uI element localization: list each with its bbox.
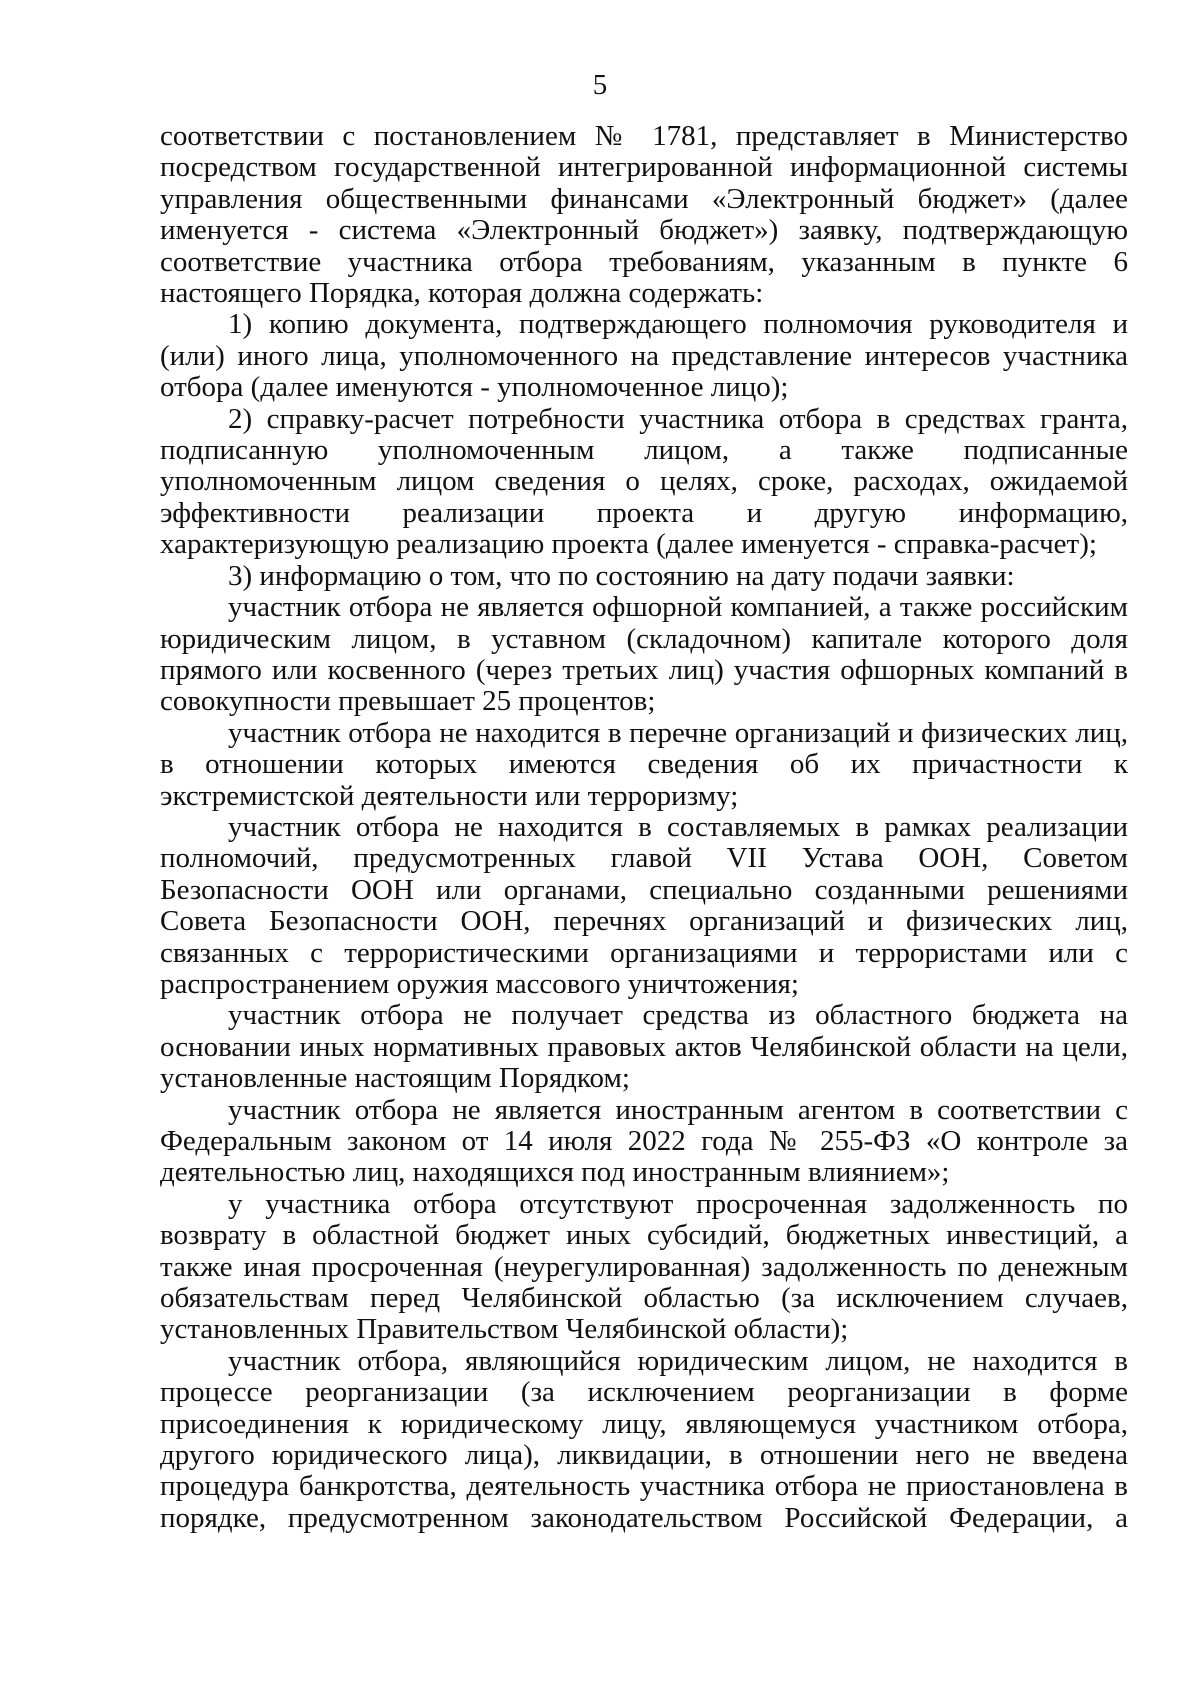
- document-body: [160, 121, 1128, 1534]
- paragraph-item-3: 3) информацию о том, что по состоянию на дату подачи заявки:: [228, 559, 1015, 592]
- paragraph-foreign-agent: участник отбора не является иностранным агентом в соответствии с Федеральным законом от 14 июля 2022 года № 255-ФЗ «О контроле за деятельностью лиц, находящихся под иностранным влиянием»;: [160, 1093, 1128, 1189]
- paragraph-offshore: участник отбора не является офшорной компанией, а также российским юридическим лицом, в уставном (складочном) капитале которого доля прямого или косвенного (через третьих лиц) участия офшорных компаний в совокупности превышает 25 процентов;: [160, 591, 1128, 718]
- paragraph-debt: у участника отбора отсутствуют просроченная задолженность по возврату в областной бюджет иных субсидий, бюджетных инвестиций, а также иная просроченная (неурегулированная) задолженность по денежным обязательствам перед Челябинской областью (за исключением случаев, установленных Правительством Челябинской области);: [160, 1187, 1128, 1346]
- paragraph-extremism: участник отбора не находится в перечне организаций и физических лиц, в отношении которых имеются сведения об их причастности к экстремистской деятельности или терроризму;: [160, 716, 1128, 812]
- paragraph-item-2: 2) справку-расчет потребности участника отбора в средствах гранта, подписанную уполномоченным лицом, а также подписанные уполномоченным лицом сведения о целях, сроке, расходах, ожидаемой эффективности реализации проекта и другую информацию, характеризующую реализацию проекта (далее именуется - справка-расчет);: [160, 402, 1128, 561]
- paragraph-reorganization: участник отбора, являющийся юридическим лицом, не находится в процессе реорганизации (за исключением реорганизации в форме присоединения к юридическому лицу, являющемуся участником отбора, другого юридического лица), ликвидации, в отношении него не введена процедура банкротства, деятельность участника отбора не приостановлена в порядке, предусмотренном законодательством Российской Федерации, а: [160, 1344, 1128, 1534]
- paragraph-continued: соответствии с постановлением № 1781, представляет в Министерство посредством государственной интегрированной информационной системы управления общественными финансами «Электронный бюджет» (далее именуется - система «Электронный бюджет») заявку, подтверждающую соответствие участника отбора требованиям, указанным в пункте 6 настоящего Порядка, которая должна содержать:: [160, 120, 1128, 310]
- paragraph-item-1: 1) копию документа, подтверждающего полномочия руководителя и (или) иного лица, уполномоченного на представление интересов участника отбора (далее именуются - уполномоченное лицо);: [160, 308, 1128, 404]
- page-number: 5: [592, 69, 608, 101]
- paragraph-regional-budget: участник отбора не получает средства из областного бюджета на основании иных нормативных правовых актов Челябинской области на цели, установленные настоящим Порядком;: [160, 999, 1128, 1095]
- paragraph-un-lists: участник отбора не находится в составляемых в рамках реализации полномочий, предусмотренных главой VII Устава ООН, Советом Безопасности ООН или органами, специально созданными решениями Совета Безопасности ООН, перечнях организаций и физических лиц, связанных с террористическими организациями и террористами или с распространением оружия массового уничтожения;: [160, 810, 1128, 1000]
